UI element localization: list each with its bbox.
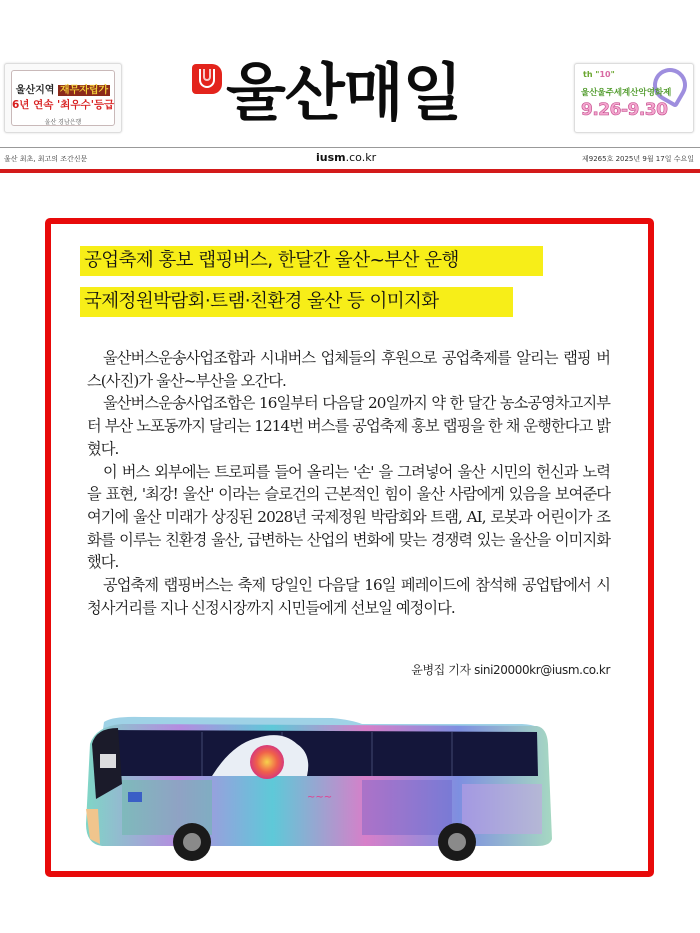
- article-paragraph: 울산버스운송사업조합은 16일부터 다음달 20일까지 약 한 달간 농소공영차고지부터 부산 노포동까지 달리는 1214번 버스를 공업축제 홍보 랩핑을 한 채 운행한다고 밝혔다.: [87, 394, 610, 458]
- ad-right-dates: 9.26-9.30: [581, 100, 668, 120]
- ad-left-sponsor: 울산 경남은행: [44, 119, 82, 126]
- u-logo-icon: [192, 64, 222, 94]
- wrapped-bus-photo: [82, 714, 612, 869]
- logo-text: 울산매일: [226, 56, 462, 129]
- tagline: 울산 최초, 최고의 조간신문: [4, 155, 88, 163]
- ad-banner-left-frame: [11, 70, 115, 126]
- article-paragraph: 공업축제 랩핑버스는 축제 당일인 다음달 16일 페레이드에 참석해 공업탑에서 시청사거리를 지나 신정시장까지 시민들에게 선보일 예정이다.: [87, 576, 610, 617]
- ad-right-event-name: 울산울주세계산악영화제: [581, 88, 672, 98]
- ad-right-edition: th "10": [583, 70, 615, 79]
- article-byline: 윤병집 기자 sini20000kr@iusm.co.kr: [411, 663, 610, 677]
- ad-banner-right[interactable]: [574, 63, 694, 133]
- newspaper-logo[interactable]: [192, 57, 462, 129]
- masthead-info-bar: [0, 152, 700, 166]
- article-paragraph: 울산버스운송사업조합과 시내버스 업체들의 후원으로 공업축제를 알리는 랩핑 버스(사진)가 울산~부산을 오간다.: [87, 349, 610, 390]
- article-body: [87, 347, 610, 619]
- svg-text:~~~: ~~~: [307, 792, 333, 803]
- ad-left-line1: 울산지역 재무자립가: [15, 85, 109, 96]
- site-domain-link[interactable]: iusm.co.kr: [316, 151, 377, 164]
- article-subheadline: 국제정원박람회·트램·친환경 울산 등 이미지화: [80, 287, 513, 317]
- issue-info: 제9265호 2025년 9월 17일 수요일: [582, 155, 694, 163]
- ad-left-highlight: 재무자립가: [59, 85, 109, 96]
- ad-left-line2: 6년 연속 '최우수'등급: [12, 99, 115, 111]
- masthead-red-rule: [0, 169, 700, 173]
- article-paragraph: 이 버스 외부에는 트로피를 들어 올리는 '손' 을 그려넣어 울산 시민의 헌신과 노력을 표현, '최강! 울산' 이라는 슬로건의 근본적인 힘이 울산 사람에게 있음을 보여준다 여기에 울산 미래가 상징된 2028년 국제정원 박람회와 트램, AI, 로봇과 어린이가 조화를 이루는 친환경 울산, 급변하는 산업의 변화에 맞는 경쟁력 있는 울산을 이미지화했다.: [87, 462, 610, 572]
- article-headline: 공업축제 홍보 랩핑버스, 한달간 울산~부산 운행: [80, 246, 543, 276]
- ad-banner-left[interactable]: [4, 63, 122, 133]
- masthead-divider: [0, 147, 700, 148]
